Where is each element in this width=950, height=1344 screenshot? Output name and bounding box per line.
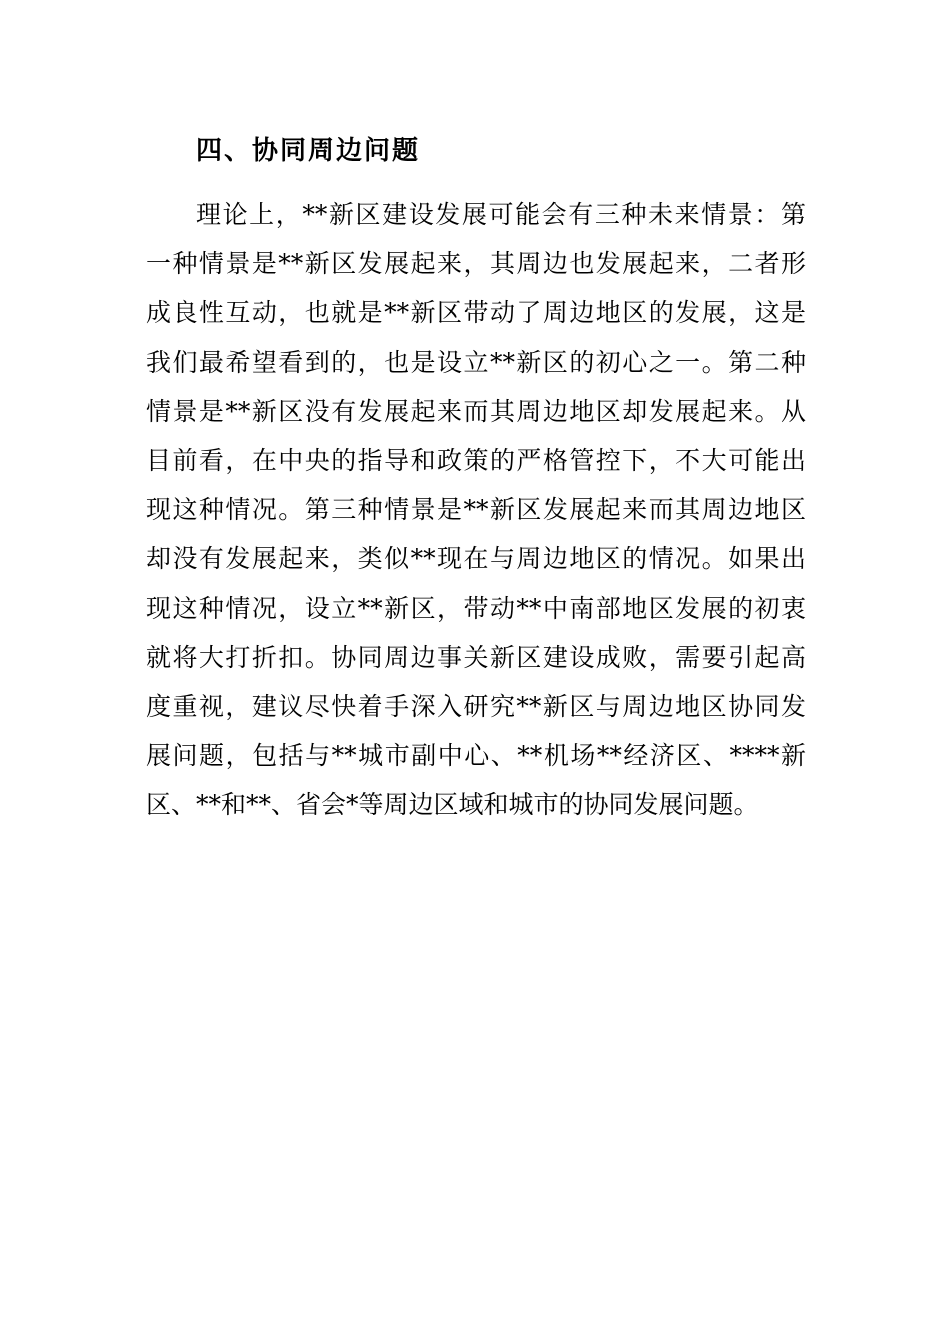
paragraph-line: 却没有发展起来，类似**现在与周边地区的情况。如果出: [146, 544, 806, 574]
paragraph-line: 一种情景是**新区发展起来，其周边也发展起来，二者形: [146, 249, 806, 279]
section-heading: 四、协同周边问题: [196, 136, 421, 166]
paragraph-line: 目前看，在中央的指导和政策的严格管控下，不大可能出: [146, 445, 806, 475]
paragraph-line: 情景是**新区没有发展起来而其周边地区却发展起来。从: [146, 396, 806, 426]
paragraph-line: 现这种情况，设立**新区，带动**中南部地区发展的初衷: [146, 593, 806, 623]
body-paragraph: [146, 190, 806, 829]
paragraph-line: 度重视，建议尽快着手深入研究**新区与周边地区协同发: [146, 691, 806, 721]
paragraph-line: 展问题，包括与**城市副中心、**机场**经济区、****新: [146, 741, 806, 771]
paragraph-line: 成良性互动，也就是**新区带动了周边地区的发展，这是: [146, 298, 806, 328]
paragraph-line: 现这种情况。第三种情景是**新区发展起来而其周边地区: [146, 495, 806, 525]
paragraph-line: 区、**和**、省会*等周边区域和城市的协同发展问题。: [146, 790, 759, 820]
paragraph-line: 理论上，**新区建设发展可能会有三种未来情景：第: [196, 200, 806, 229]
paragraph-line: 就将大打折扣。协同周边事关新区建设成败，需要引起高: [146, 642, 806, 672]
paragraph-line: 我们最希望看到的，也是设立**新区的初心之一。第二种: [146, 347, 806, 377]
